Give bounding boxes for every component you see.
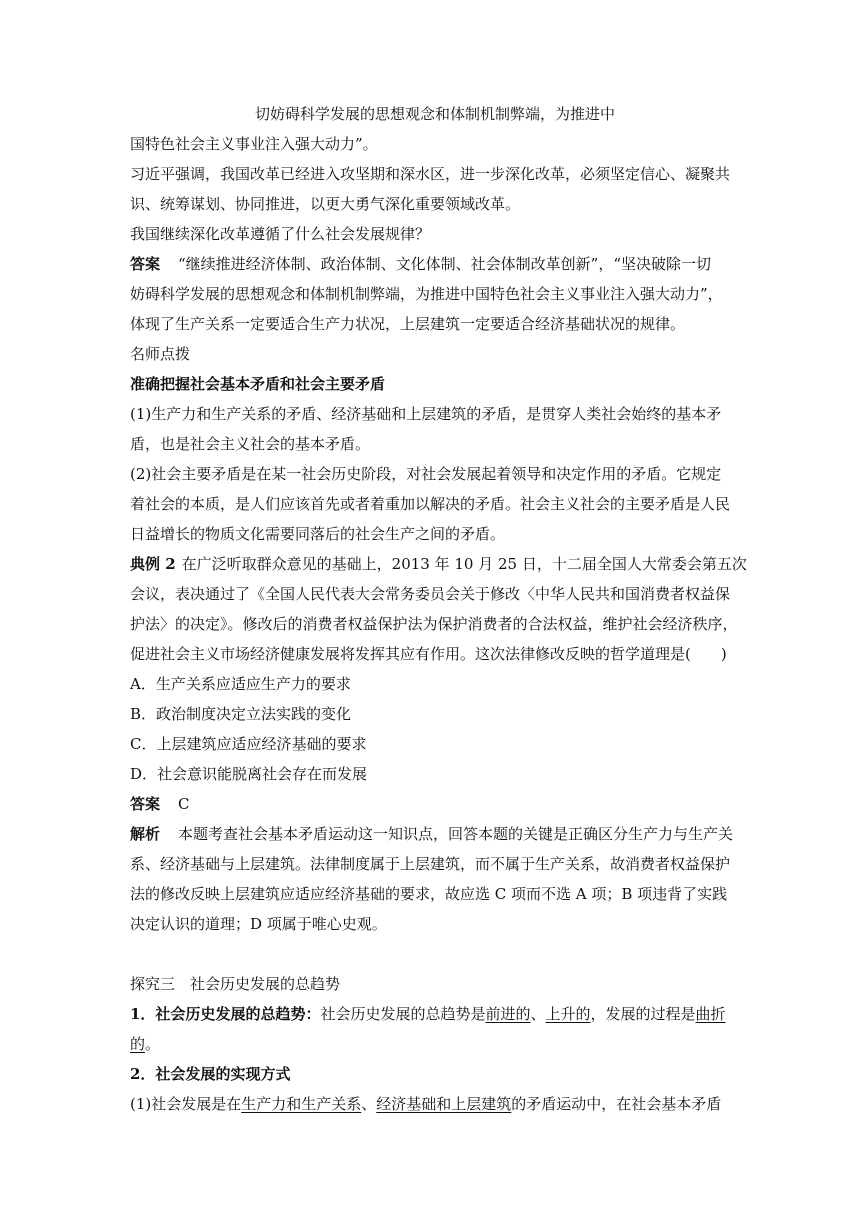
text-line: 切妨碍科学发展的思想观念和体制机制弊端，为推进中 bbox=[254, 105, 615, 123]
question-line: 我国继续深化改革遵循了什么社会发展规律？ bbox=[130, 225, 431, 243]
underlined-term: 的 bbox=[130, 1035, 146, 1053]
underlined-term: 上升的 bbox=[545, 1005, 591, 1023]
text-line: 护法〉的决定》。修改后的消费者权益保护法为保护消费者的合法权益，维护社会经济秩序， bbox=[130, 615, 738, 633]
text-span: 。 bbox=[145, 1035, 161, 1053]
point-2-heading: 2．社会发展的实现方式 bbox=[130, 1065, 291, 1083]
answer-label: 答案 bbox=[130, 795, 161, 813]
example-line bbox=[130, 553, 747, 575]
text-span: (1)社会发展是在 bbox=[130, 1095, 242, 1113]
section-heading: 准确把握社会基本矛盾和社会主要矛盾 bbox=[130, 375, 386, 393]
answer-label: 答案 bbox=[130, 255, 161, 273]
text-span: ，发展的过程是 bbox=[590, 1005, 696, 1023]
text-span: 的矛盾运动中，在社会基本矛盾 bbox=[511, 1095, 722, 1113]
analysis-line bbox=[130, 823, 740, 845]
point-1-text: 社会历史发展的总趋势是 bbox=[320, 1005, 486, 1023]
text-line: 习近平强调，我国改革已经进入攻坚期和深水区，进一步深化改革，必须坚定信心、凝聚共 bbox=[130, 165, 731, 183]
text-line: 着社会的本质，是人们应该首先或者着重加以解决的矛盾。社会主义社会的主要矛盾是人民 bbox=[130, 495, 731, 513]
text-line: 盾，也是社会主义社会的基本矛盾。 bbox=[130, 435, 371, 453]
text-line: (1)生产力和生产关系的矛盾、经济基础和上层建筑的矛盾，是贯穿人类社会始终的基本矛 bbox=[130, 405, 722, 423]
text-span: 、 bbox=[530, 1005, 546, 1023]
point-1-heading: 1．社会历史发展的总趋势： bbox=[130, 1005, 321, 1023]
text-line: (2)社会主要矛盾是在某一社会历史阶段，对社会发展起着领导和决定作用的矛盾。它规定 bbox=[130, 465, 722, 483]
point-2-text bbox=[130, 1093, 740, 1115]
text-line: 国特色社会主义事业注入强大动力”。 bbox=[130, 135, 378, 153]
option-b: B．政治制度决定立法实践的变化 bbox=[130, 705, 352, 723]
underlined-term: 曲折 bbox=[695, 1005, 726, 1023]
option-c: C．上层建筑应适应经济基础的要求 bbox=[130, 735, 367, 753]
point-1-continuation bbox=[130, 1033, 740, 1055]
text-line: 促进社会主义市场经济健康发展将发挥其应有作用。这次法律修改反映的哲学道理是( ) bbox=[130, 645, 727, 663]
option-d: D．社会意识能脱离社会存在而发展 bbox=[130, 765, 368, 783]
text-line: 会议，表决通过了《全国人民代表大会常务委员会关于修改〈中华人民共和国消费者权益保 bbox=[130, 585, 731, 603]
underlined-term: 生产力和生产关系 bbox=[241, 1095, 362, 1113]
text-line: 系、经济基础与上层建筑。法律制度属于上层建筑，而不属于生产关系，故消费者权益保护 bbox=[130, 855, 731, 873]
option-a: A．生产关系应适应生产力的要求 bbox=[130, 675, 351, 693]
text-line: 体现了生产关系一定要适合生产力状况，上层建筑一定要适合经济基础状况的规律。 bbox=[130, 315, 686, 333]
analysis-label: 解析 bbox=[130, 825, 161, 843]
point-1-line bbox=[130, 1003, 740, 1025]
text-line: 识、统筹谋划、协同推进，以更大勇气深化重要领域改革。 bbox=[130, 195, 521, 213]
text-line: 日益增长的物质文化需要同落后的社会生产之间的矛盾。 bbox=[130, 525, 506, 543]
answer-value: C bbox=[178, 795, 190, 813]
text-line: 决定认识的道理；D 项属于唯心史观。 bbox=[130, 915, 387, 933]
example-text: 在广泛听取群众意见的基础上，2013 年 10 月 25 日，十二届全国人大常委会第五次 bbox=[181, 555, 747, 573]
answer-line bbox=[130, 793, 740, 815]
underlined-term: 前进的 bbox=[485, 1005, 531, 1023]
underlined-term: 经济基础和上层建筑 bbox=[376, 1095, 512, 1113]
text-line: 妨碍科学发展的思想观念和体制机制弊端，为推进中国特色社会主义事业注入强大动力”， bbox=[130, 285, 723, 303]
answer-text: “继续推进经济体制、政治体制、文化体制、社会体制改革创新”，“坚决破除一切 bbox=[178, 255, 712, 273]
section-title: 探究三 社会历史发展的总趋势 bbox=[130, 975, 341, 993]
text-span: 、 bbox=[361, 1095, 377, 1113]
section-label: 名师点拨 bbox=[130, 345, 191, 363]
text-line: 法的修改反映上层建筑应适应经济基础的要求，故应选 C 项而不选 A 项；B 项违背了实践 bbox=[130, 885, 728, 903]
example-label: 典例 2 bbox=[130, 555, 176, 573]
analysis-text: 本题考查社会基本矛盾运动这一知识点，回答本题的关键是正确区分生产力与生产关 bbox=[178, 825, 734, 843]
answer-line bbox=[130, 253, 740, 275]
